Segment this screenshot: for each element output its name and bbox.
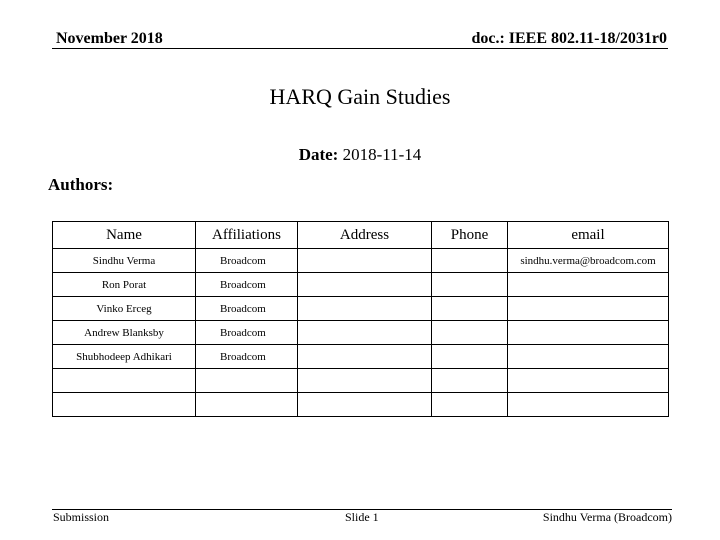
cell-email: sindhu.verma@broadcom.com	[508, 249, 669, 273]
cell-affiliation	[196, 369, 298, 393]
cell-affiliation: Broadcom	[196, 297, 298, 321]
cell-address	[298, 321, 432, 345]
authors-table	[52, 221, 669, 417]
cell-name: Vinko Erceg	[53, 297, 196, 321]
cell-address	[298, 393, 432, 417]
table-row	[53, 369, 669, 393]
cell-name	[53, 369, 196, 393]
header-doc-id: doc.: IEEE 802.11-18/2031r0	[471, 30, 667, 47]
cell-email	[508, 345, 669, 369]
cell-affiliation: Broadcom	[196, 249, 298, 273]
table-row	[53, 345, 669, 369]
footer-slide-number: Slide 1	[345, 510, 379, 524]
table-row	[53, 321, 669, 345]
cell-phone	[432, 369, 508, 393]
cell-address	[298, 369, 432, 393]
cell-email	[508, 321, 669, 345]
table-row	[53, 249, 669, 273]
footer-submission: Submission	[53, 510, 110, 524]
cell-address	[298, 249, 432, 273]
cell-phone	[432, 321, 508, 345]
cell-address	[298, 297, 432, 321]
table-header-row	[53, 222, 669, 249]
cell-name: Sindhu Verma	[53, 249, 196, 273]
cell-phone	[432, 345, 508, 369]
cell-email	[508, 273, 669, 297]
cell-name: Ron Porat	[53, 273, 196, 297]
authors-heading: Authors:	[48, 175, 114, 194]
col-header-email: email	[508, 222, 669, 249]
slide-title: HARQ Gain Studies	[269, 84, 451, 109]
footer-author: Sindhu Verma (Broadcom)	[542, 510, 672, 524]
header-rule	[52, 48, 668, 49]
table-row	[53, 297, 669, 321]
cell-name	[53, 393, 196, 417]
col-header-phone: Phone	[432, 222, 508, 249]
cell-phone	[432, 273, 508, 297]
table-row	[53, 393, 669, 417]
date-value: 2018-11-14	[342, 145, 422, 164]
cell-address	[298, 273, 432, 297]
cell-phone	[432, 249, 508, 273]
col-header-affiliations: Affiliations	[196, 222, 298, 249]
cell-email	[508, 297, 669, 321]
cell-address	[298, 345, 432, 369]
cell-affiliation	[196, 393, 298, 417]
cell-name: Andrew Blanksby	[53, 321, 196, 345]
cell-affiliation: Broadcom	[196, 321, 298, 345]
date-label: Date:	[298, 145, 339, 164]
cell-phone	[432, 297, 508, 321]
table-row	[53, 273, 669, 297]
cell-affiliation: Broadcom	[196, 273, 298, 297]
col-header-address: Address	[298, 222, 432, 249]
slide-date	[0, 145, 720, 165]
cell-name: Shubhodeep Adhikari	[53, 345, 196, 369]
cell-email	[508, 393, 669, 417]
cell-email	[508, 369, 669, 393]
cell-phone	[432, 393, 508, 417]
cell-affiliation: Broadcom	[196, 345, 298, 369]
col-header-name: Name	[53, 222, 196, 249]
header-date: November 2018	[56, 30, 163, 47]
